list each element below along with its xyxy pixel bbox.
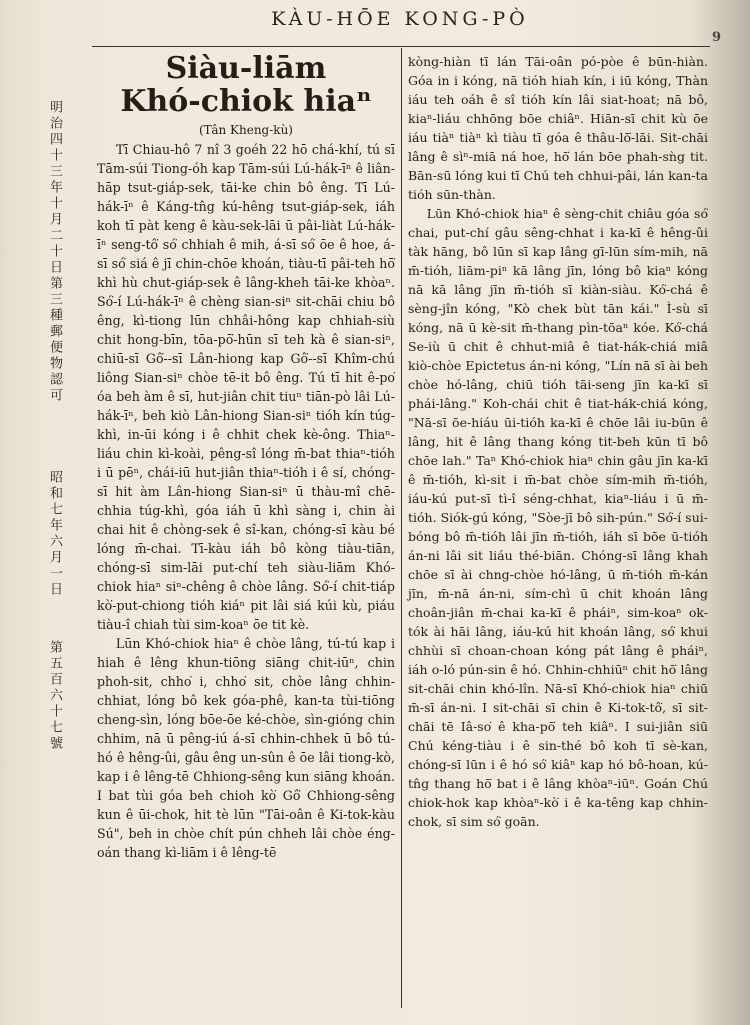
- paragraph: kòng-hiàn tī lán Tāi-oân pó-pòe ê būn-hiàn. Góa in i kóng, nā tióh hiah kín, i iū kóng, Thàn iáu teh oáh ê sî tióh kín lâi siat-hoat; nā bô, kiaⁿ-liáu chhōng bōe chiâⁿ. Hiān-sī chit kù ōe iáu tiàⁿ tiàⁿ kì tiàu tī góa ê thâu-lō͘-lāi. Sit-chāi lâng ê sìⁿ-miā ná hoe, hō͘ lán bōe phah-sǹg tit. Bān-sū lóng kui tī Chú teh chhui-pâi, lán kan-ta tióh sūn-thàn.: [408, 54, 708, 202]
- paragraph: Lūn Khó-chiok hiaⁿ ê sèng-chit chiâu góa só͘ chai, put-chí gâu sêng-chhat i ka-kī ê hêng-ûi tàk hāng, bô lūn sī kap lâng gī-lūn sím-mih, nā m̄-tióh, liām-piⁿ kā lâng jīn, lóng bô kiaⁿ kóng nā kā lâng jīn m̄-tióh sī kiàn-siàu. Kó͘-chá ê sèng-jîn kóng, "Kò chek bùt tān kái." Ì-sù sī kóng, nā ū kè-sit m̄-thang pìn-tōaⁿ kóe. Kó͘-chá Se-iù ū chit ê chhut-miâ ê tiat-hák-chiá miâ kiò-chòe Epictetus án-ni kóng, "Lín nā sī ài beh chòe hó-lâng, chiū tióh tāi-seng jīn ka-kī sī phái-lâng." Koh-chái chit ê tiat-hák-chiá kóng, "Nā-sī ōe-hiáu ūi-tióh ka-kī ê chōe lâi iu-būn ê lâng, hit ê lâng thang kóng tit-beh kūn tī bô chōe lah." Taⁿ Khó-chiok hiaⁿ chin gâu jīn ka-kī ê m̄-tióh, kì-sit i m̄-bat chòe sím-mih m̄-tióh, iáu-kú put-sī tì-î séng-chhat, kiaⁿ-liáu i ū m̄-tióh. Siók-gú kóng, "Sòe-jī bô sih-pún." Só͘-í sui-bóng bô m̄-tióh lâi jīn m̄-tióh, iáh sī bōe ū-tióh án-ni lâi sit liáu thé-biān. Chóng-sī lâng khah chōe sī ài chng-chòe hó-lâng, ū m̄-tióh m̄-kán jīn, m̄-nā án-ni, sím-chì ū chit khoán lâng choân-jiân m̄-chai ka-kī ê pháiⁿ, sim-koaⁿ ok-tók ài hāi lâng, iáu-kú hit khoán lâng, só͘ khui chhùi sī choan-choan kóng pát lâng ê pháiⁿ, iáh o-ló pún-sin ê hó. Chhin-chhiūⁿ chit hō͘ lâng sit-chāi chin khó-lîn. Nā-sī Khó-chiok hiaⁿ chiū m̄-sī án-ni. I sit-chāi sī chin ê Ki-tok-tô͘, sī sit-chāi tē Iâ-so͘ ê kha-pō͘ teh kiâⁿ. I sui-jiân siū Chú kéng-tiàu i ê sin-thé bô koh tī sè-kan, chóng-sī lūn i ê hó só͘ kiâⁿ kap hó bô-hoan, kú-tn̂g thang hō͘ bat i ê lâng khòaⁿ-iūⁿ. Goán Chú chiok-hok kap khòaⁿ-kò͘ i ê ka-têng kap chhin-chok, sī sim só͘ goān.: [408, 206, 708, 829]
- newspaper-header-title: KÀU-HŌE KONG-PÒ: [271, 8, 529, 30]
- page-number: 9: [712, 30, 722, 45]
- right-column-body: [408, 52, 708, 831]
- article-title-line-1: Siàu-liām: [165, 51, 327, 86]
- article-title: [97, 52, 395, 118]
- paragraph: Lūn Khó-chiok hiaⁿ ê chòe lâng, tú-tú kap i hiah ê lêng khun-tiōng siāng chit-iūⁿ, chin phoh-sit, chho͘ i, chho͘ sit, chòe lâng chhin-chhiat, lóng bô kek góa-phê, kan-ta tùi-tiōng cheng-sìn, lóng bōe-ōe ké-chòe, sìn-gióng chin chhim, nā ū pêng-iú á-sī chhin-chhek ū bô tú-hó ê hêng-ûi, gâu êng un-sûn ê ōe lâi tiong-kò, kap i ê lêng-tē Chhiong-sêng kun siāng khoán. I bat tùi góa beh chioh kò͘ Gô͘ Chhiong-sêng kun ê ūi-chok, hit tè lūn "Tāi-oân ê Ki-tok-kàu Sú", beh in chòe chít pún chheh lâi chòe éng-oán thang kì-liām i ê lêng-tē: [97, 636, 395, 860]
- left-column: [97, 52, 395, 862]
- column-divider: [401, 48, 402, 1008]
- header-divider: [92, 46, 710, 47]
- paragraph: Tī Chiau-hô 7 nî 3 goéh 22 hō chá-khí, tú sī Tām-súi Tiong-óh kap Tām-súi Lú-hák-īⁿ ê liân-hāp tsut-giáp-sek, tāi-ke chin bô êng. Tī Lú-hák-īⁿ ê Káng-tn̂g kú-hêng tsut-giáp-sek, iáh koh tī pàt keng ê kàu-sek-lāi ū pâi-liàt Lú-hák-īⁿ seng-tô͘ só͘ chhiah ê mih, á-sī só͘ ōe ê hoe, á-sī só͘ siá ê jī chin-chōe khoán, tiàu-tī pâi-teh hō͘ khì hù chut-giáp-sek ê lâng-kheh tāi-ke khòaⁿ. Só͘-í Lú-hák-īⁿ ê chèng sian-siⁿ sit-chāi chiu bô êng, kì-tiong lūn chhâi-hông kap chhiah-siù chit hong-bīn, tōa-pō͘-hūn sī teh kà ê sian-siⁿ, chiū-sī Gô͘--sī Lân-hiong kap Gô͘--sī Khîm-chú liông Sian-siⁿ chòe tē-it bô êng. Tú tī hit ê-po͘ óa beh àm ê sī, hut-jiân chit tiuⁿ tiān-pò lâi Lú-hák-īⁿ, beh kiò Lân-hiong Sian-siⁿ tióh kín túg-khì, in-ūi kóng i ê chhit chek kè-ông. Thiaⁿ-liáu chin kì-koài, pêng-sî lóng m̄-bat thiaⁿ-tióh i ū pēⁿ, chái-iū hut-jiân thiaⁿ-tióh i ê sí, chóng-sī hit àm Lân-hiong Sian-siⁿ ū thàu-mî chē-chhia túg-khì, góa iáh ū khì sàng i, chin ài chai hit ê chòng-sek ê sî-kan, chóng-sī kàu bé lóng m̄-chai. Tī-kàu iáh bô kòng tiàu-tiān, chóng-sī sim-lāi put-chí teh siàu-liām Khó-chiok hiaⁿ siⁿ-chêng ê chòe lâng. Só͘-í chit-tiáp kò͘-put-chiong tióh kiáⁿ pit lâi siá kúi kù, piáu tiàu-î chiah tùi sim-koaⁿ ōe tit kè.: [97, 142, 395, 632]
- left-column-body: [97, 140, 395, 862]
- article-title-line-2: Khó-chiok hiaⁿ: [120, 84, 372, 119]
- margin-postal-registration: 明治四十三年十月二十日第三種郵便物認可: [47, 100, 62, 404]
- right-column: [408, 52, 708, 831]
- article-author: (Tân Kheng-kù): [199, 123, 293, 137]
- margin-issue-number: 第五百六十七號: [47, 640, 62, 752]
- margin-issue-date: 昭和七年六月一日: [47, 470, 62, 598]
